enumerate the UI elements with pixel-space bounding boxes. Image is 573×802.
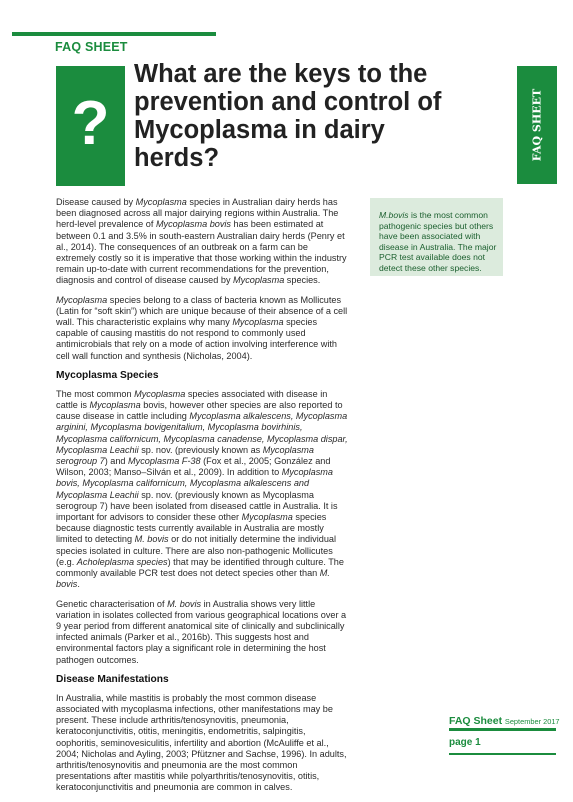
footer-page-number: page 1 xyxy=(449,737,481,748)
side-tab xyxy=(517,66,557,184)
footer-title xyxy=(449,715,560,727)
side-tab-label: FAQ SHEET xyxy=(530,88,544,162)
footer-date: September 2017 xyxy=(504,717,560,726)
callout-text: M.bovis is the most common pathogenic species but others have been associated with disease in Australia. The major PCR test available does not detect these other species. xyxy=(379,210,497,273)
paragraph-intro: Disease caused by Mycoplasma species in Australian dairy herds has been diagnosed across all major dairying regions within Australia. The herd-level prevalence of Mycoplasma bovis has been estimated at between 0.1 and 3.5% in south-eastern Australian dairy herds (Penry et al., 2014). The consequences of an outbreak on a farm can be extremely costly so it is imperative that those working within the industry remain up-to-date with current recommendations for the prevention, diagnosis and control of disease caused by Mycoplasma species. xyxy=(56,197,347,286)
footer-rule-bottom xyxy=(449,753,556,755)
heading-mycoplasma-species: Mycoplasma Species xyxy=(56,369,159,381)
question-mark-icon: ? xyxy=(71,89,110,158)
main-column xyxy=(56,197,349,802)
paragraph-genetics: Genetic characterisation of M. bovis in Australia shows very little variation in isolates collected from various geographical locations over a 9 year period from different anatomical site of clinically and subclinically infected animals (Parker et al., 2016b). This suggests host and environmental factors play a significant role in determining the host pathogen outcomes. xyxy=(56,598,347,665)
callout-box xyxy=(370,198,503,276)
question-badge xyxy=(56,66,125,186)
heading-disease-manifestations: Disease Manifestations xyxy=(56,673,169,685)
page-title: What are the keys to the prevention and control of Mycoplasma in dairy herds? xyxy=(134,60,442,172)
faq-sheet-label: FAQ SHEET xyxy=(55,40,128,54)
paragraph-mollicutes: Mycoplasma species belong to a class of bacteria known as Mollicutes (Latin for “soft skin”) which are unique because of their absence of a cell wall. This characteristic explains why many Mycoplasma species capable of causing mastitis do not respond to commonly used antimicrobials that rely on a mode of action involving interference with cell wall function and synthesis (Nicholas, 2004). xyxy=(56,294,348,361)
footer-sheet-name: FAQ Sheet xyxy=(449,715,503,727)
footer-rule-top xyxy=(449,728,556,731)
paragraph-species: The most common Mycoplasma species associated with disease in cattle is Mycoplasma bovis, however other species are also reported to cause disease in cattle including Mycoplasma alkalescens, Mycoplasma arginini, Mycoplasma bovigenitalium, Mycoplasma bovirhinis, Mycoplasma californicum, Mycoplasma canadense, Mycoplasma dispar, Mycoplasma Leachii sp. nov. (previously known as Mycoplasma serogroup 7) and Mycoplasma F-38 (Fox et al., 2005; González and Wilson, 2003; Manso–Silván et al., 2009). In addition to Mycoplasma bovis, Mycoplasma californicum, Mycoplasma alkalescens and Mycoplasma Leachii sp. nov. (previously known as Mycoplasma serogroup 7) have been isolated from diseased cattle in Australia. It is important for advisors to consider these other Mycoplasma species because diagnostic tests currently available in Australia are mostly limited to detecting M. bovis or do not initially determine the individual species isolated in culture. There are also non-pathogenic Mollicutes (e.g. Acholeplasma species) that may be identified through culture. The commonly available PCR test does not detect species other than M. bovis. xyxy=(56,388,348,590)
header-rule xyxy=(12,32,216,36)
paragraph-manifestations: In Australia, while mastitis is probably the most common disease associated with mycoplasma infections, other manifestations may be present. These include arthritis/tenosynovitis, pneumonia, keratoconjunctivitis, otitis, meningitis, endometritis, salpingitis, oophoritis, seminovesiculitis, infertility and abortion (McAuliffe et al., 2004; Nicholas and Ayling, 2003; Pfützner and Sachse, 1996). In adults, arthritis/tenosynovitis and pneumonia are the most common presentations after mastitis while polyarthritis/tenosynovitis, otitis, keratoconjunctivitis and pneumonia are common in calves. xyxy=(56,692,347,793)
